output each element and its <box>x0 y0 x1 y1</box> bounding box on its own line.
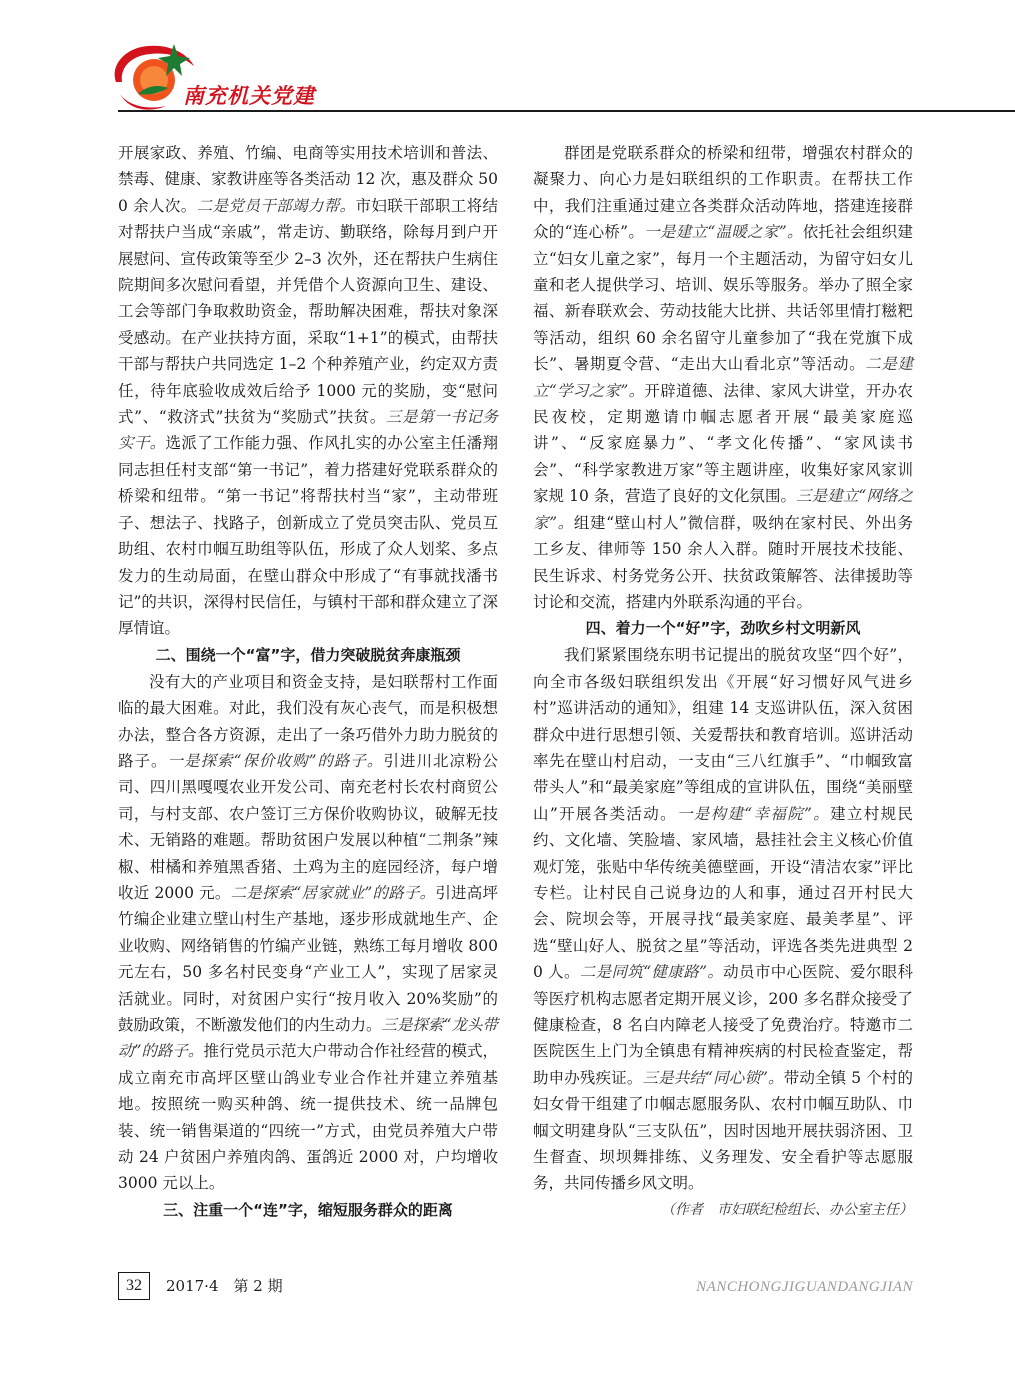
text-run: 组建“壁山村人”微信群，吸纳在家村民、外出务工乡友、律师等 150 余人入群。随时开展技术技能、民生诉求、村务党务公开、扶贫政策解答、法律援助等讨论和交流，搭建内外联系沟通的平台。 <box>533 513 913 611</box>
text-run: 选派了工作能力强、作风扎实的办公室主任潘翔同志担任村支部“第一书记”，着力搭建好党联系群众的桥梁和纽带。“第一书记”将帮扶村当“家”，主动带班子、想法子、找路子，创新成立了党员突击队、党员互助组、农村巾帼互助组等队伍，形成了众人划桨、多点发力的生动局面，在壁山群众中形成了“有事就找潘书记”的共识，深得村民信任，与镇村干部和群众建立了深厚情谊。 <box>118 434 498 638</box>
section-heading: 二、围绕一个“富”字，借力突破脱贫奔康瓶颈 <box>155 645 461 664</box>
text-run: 推行党员示范大户带动合作社经营的模式，成立南充市高坪区壁山鸽业专业合作社并建立养殖基地。按照统一购买种鸽、统一提供技术、统一品牌包装、统一销售渠道的“四统一”方式，由党员养殖大户带动 24 户贫困户养殖肉鸽、蛋鸽近 2000 对，户均增收 3000 元以上。 <box>118 1042 498 1193</box>
text-run: 引进川北凉粉公司、四川黑嘎嘎农业开发公司、南充老村长农村商贸公司，与村支部、农户签订三方保价收购协议，破解无技术、无销路的难题。帮助贫困户发展以种植“二荆条”辣椒、柑橘和养殖黑香猪、土鸡为主的庭园经济，每户增收近 2000 元。 <box>118 751 498 902</box>
point-lead: 二是党员干部竭力帮。 <box>196 196 356 215</box>
text-run: 我们紧紧围绕东明书记提出的脱贫攻坚“四个好”，向全市各级妇联组织发出《开展“好习惯好风气进乡村”巡讲活动的通知》，组建 14 支巡讲队伍，深入贫困群众中进行思想引领、关爱帮扶和教育培训。巡讲活动率先在壁山村启动，一支由“三八红旗手”、“巾帼致富带头人”和“最美家庭”等组成的宣讲队伍，围绕“美丽壁山”开展各类活动。 <box>533 646 913 823</box>
right-column <box>533 140 913 1223</box>
body-paragraph <box>118 140 498 642</box>
text-run: 开辟道德、法律、家风大讲堂，开办农民夜校，定期邀请巾帼志愿者开展“最美家庭巡讲”、“反家庭暴力”、“孝文化传播”、“家风读书会”、“科学家教进万家”等主题讲座，收集好家风家训家规 10 条，营造了良好的文化氛围。 <box>533 381 913 506</box>
point-lead: 一是构建“幸福院”。 <box>676 804 831 823</box>
point-lead: 三是探索“龙头带动”的路子。 <box>118 1016 498 1061</box>
issue-info: 2017·4 第 2 期 <box>166 1277 283 1295</box>
text-run: 群团是党联系群众的桥梁和纽带，增强农村群众的凝聚力、向心力是妇联组织的工作职责。在帮扶工作中，我们注重通过建立各类群众活动阵地，搭建连接群众的“连心桥”。 <box>533 144 913 242</box>
point-lead: 三是第一书记务实干。 <box>118 408 498 453</box>
point-lead: 一是建立“温暖之家”。 <box>644 223 803 242</box>
page-footer <box>118 1272 1015 1300</box>
page-header <box>0 0 1015 125</box>
text-run: 引进高坪竹编企业建立壁山村生产基地，逐步形成就地生产、企业收购、网络销售的竹编产业链，熟练工每月增收 800 元左右，50 多名村民变身“产业工人”，实现了居家灵活就业。同时，对贫困户实行“按月收入 20%奖励”的鼓励政策，不断激发他们的内生动力。 <box>118 883 498 1034</box>
text-run: 建立村规民约、文化墙、笑脸墙、家风墙，悬挂社会主义核心价值观灯笼，张贴中华传统美德壁画，开设“清洁农家”评比专栏。让村民自己说身边的人和事，通过召开村民大会、院坝会等，开展寻找“最美家庭、最美孝星”、评选“壁山好人、脱贫之星”等活动，评选各类先进典型 20 人。 <box>533 804 913 982</box>
text-run: 依托社会组织建立“妇女儿童之家”，每月一个主题活动，为留守妇女儿童和老人提供学习、培训、娱乐等服务。举办了照全家福、新春联欢会、劳动技能大比拼、共话邻里情打糍粑等活动，组织 60 余名留守儿童参加了“我在党旗下成长”、暑期夏令营、“走出大山看北京”等活动。 <box>533 223 913 374</box>
journal-name-english: NANCHONGJIGUANDANGJIAN <box>696 1279 913 1295</box>
left-column <box>118 140 498 1224</box>
text-run: 市妇联干部职工将结对帮扶户当成“亲戚”，常走访、勤联络，除每月到户开展慰问、宣传政策等至少 2–3 次外，还在帮扶户生病住院期间多次慰问看望，并凭借个人资源向卫生、建设、工会等部门争取救助资金，帮助解决困难，帮扶对象深受感动。在产业扶持方面，采取“1+1”的模式，由帮扶干部与帮扶户共同选定 1–2 个种养殖产业，约定双方责任，待年底验收成效后给予 1000 元的奖励，变“慰问式”、“救济式”扶贫为“奖励式”扶贫。 <box>118 196 498 427</box>
text-run: 动员市中心医院、爱尔眼科等医疗机构志愿者定期开展义诊，200 多名群众接受了健康检查，8 名白内障老人接受了免费治疗。特邀市二医院医生上门为全镇患有精神疾病的村民检查鉴定，帮助申办残疾证。 <box>533 963 913 1087</box>
header-rule <box>118 110 1015 112</box>
point-lead: 二是同筑“健康路”。 <box>579 963 724 982</box>
point-lead: 二是建立“学习之家”。 <box>533 355 913 400</box>
body-paragraph <box>533 642 913 1197</box>
text-run: 开展家政、养殖、竹编、电商等实用技术培训和普法、禁毒、健康、家教讲座等各类活动 12 次，惠及群众 500 余人次。 <box>118 144 498 215</box>
body-paragraph <box>533 140 913 615</box>
section-heading: 三、注重一个“连”字，缩短服务群众的距离 <box>163 1200 453 1219</box>
page-number: 32 <box>118 1272 150 1300</box>
text-run: 带动全镇 5 个村的妇女骨干组建了巾帼志愿服务队、农村巾帼互助队、巾帼文明建身队“三支队伍”，因时因地开展扶弱济困、卫生督查、坝坝舞排练、义务理发、安全看护等志愿服务，共同传播乡风文明。 <box>533 1068 913 1193</box>
point-lead: 三是共结“同心锁”。 <box>642 1068 784 1087</box>
point-lead: 二是探索“居家就业”的路子。 <box>230 883 436 902</box>
section-heading: 四、着力一个“好”字，劲吹乡村文明新风 <box>585 619 861 638</box>
brand-name: 南充机关党建 <box>183 84 315 108</box>
point-lead: 三是建立“网络之家”。 <box>533 487 913 532</box>
body-paragraph <box>118 669 498 1197</box>
author-note: （作者 市妇联纪检组长、办公室主任） <box>661 1201 913 1218</box>
text-run: 没有大的产业项目和资金支持，是妇联帮村工作面临的最大困难。对此，我们没有灰心丧气，而是积极想办法，整合各方资源，走出了一条巧借外力助力脱贫的路子。 <box>118 672 498 770</box>
point-lead: 一是探索“保价收购”的路子。 <box>167 751 384 770</box>
